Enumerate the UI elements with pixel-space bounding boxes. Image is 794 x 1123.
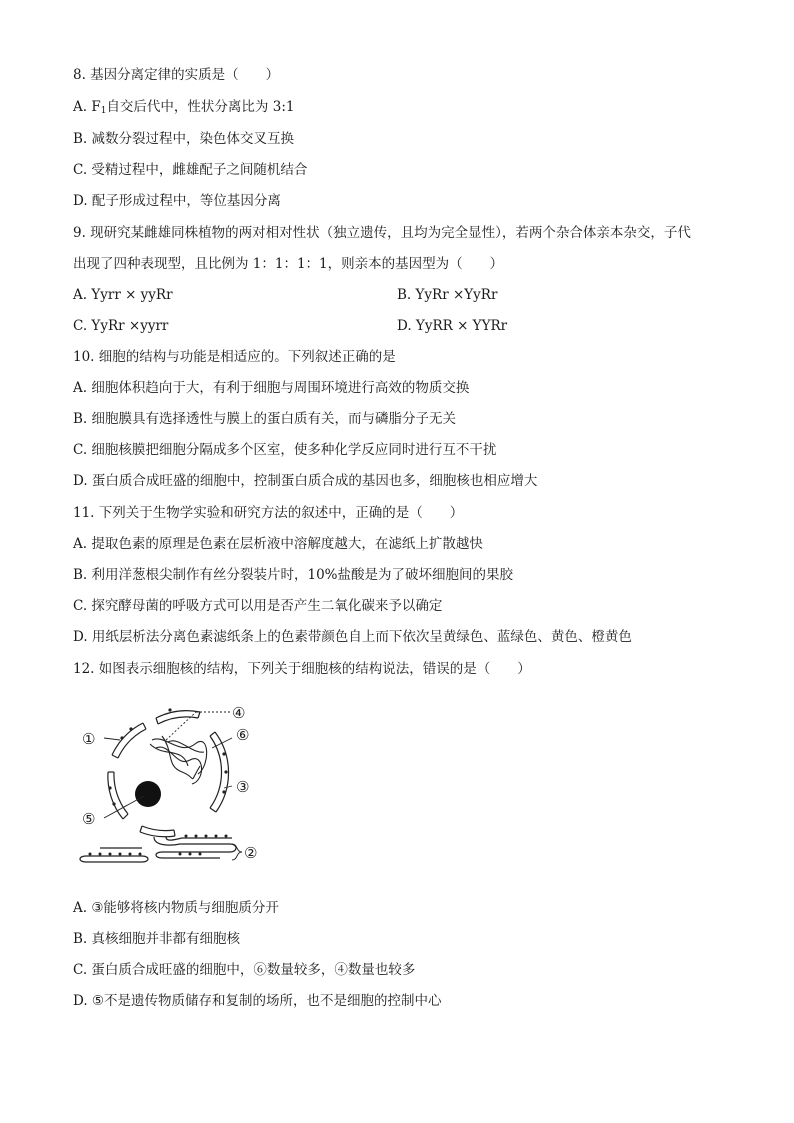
q8-option-c: C. 受精过程中，雌雄配子之间随机结合 [73, 162, 308, 178]
figure-label-5: ⑤ [82, 810, 96, 828]
q8-option-b: B. 减数分裂过程中，染色体交叉互换 [73, 131, 295, 147]
q8-option-a-prefix: A. F [73, 99, 101, 115]
q9-option-c: C. YyRr ×yyrr [73, 318, 169, 334]
endoplasmic-reticulum [80, 837, 236, 862]
figure-label-1: ① [82, 730, 96, 748]
q12-option-d: D. ⑤不是遗传物质储存和复制的场所，也不是细胞的控制中心 [73, 993, 442, 1009]
q10-stem: 10. 细胞的结构与功能是相适应的。下列叙述正确的是 [73, 349, 396, 365]
q12-option-a: A. ③能够将核内物质与细胞质分开 [73, 900, 279, 916]
ribosomes [108, 708, 227, 805]
q9-option-b: B. YyRr ×YyRr [397, 287, 498, 303]
q8-stem: 8. 基因分离定律的实质是（ ） [73, 67, 280, 83]
q11-option-c: C. 探究酵母菌的呼吸方式可以用是否产生二氧化碳来予以确定 [73, 598, 443, 614]
q9-option-d: D. YyRR × YYRr [397, 318, 508, 334]
q9-option-a: A. Yyrr × yyRr [73, 287, 173, 303]
q8-option-a-subscript: 1 [100, 106, 107, 116]
q10-option-a: A. 细胞体积趋向于大，有利于细胞与周围环境进行高效的物质交换 [73, 380, 470, 396]
q12-stem: 12. 如图表示细胞核的结构，下列关于细胞核的结构说法，错误的是（ ） [73, 661, 531, 677]
q8-option-a-text: 自交后代中，性状分离比为 3:1 [106, 99, 295, 115]
q11-option-b: B. 利用洋葱根尖制作有丝分裂装片时，10%盐酸是为了破坏细胞间的果胶 [73, 567, 514, 583]
q10-option-c: C. 细胞核膜把细胞分隔成多个区室，使多种化学反应同时进行互不干扰 [73, 442, 497, 458]
chromatin [150, 736, 207, 784]
nuclear-envelope [108, 711, 229, 837]
q9-stem-line2: 出现了四种表现型，且比例为 1：1：1：1，则亲本的基因型为（ ） [73, 256, 504, 272]
q11-option-d: D. 用纸层析法分离色素滤纸条上的色素带颜色自上而下依次呈黄绿色、蓝绿色、黄色、橙黄色 [73, 629, 632, 645]
q12-option-b: B. 真核细胞并非都有细胞核 [73, 931, 241, 947]
q10-option-d: D. 蛋白质合成旺盛的细胞中，控制蛋白质合成的基因也多，细胞核也相应增大 [73, 473, 538, 489]
q11-stem: 11. 下列关于生物学实验和研究方法的叙述中，正确的是（ ） [73, 505, 464, 521]
nucleus-structure-figure [70, 696, 270, 876]
q10-option-b: B. 细胞膜具有选择透性与膜上的蛋白质有关，而与磷脂分子无关 [73, 411, 457, 427]
figure-label-6: ⑥ [236, 726, 250, 744]
q8-option-d: D. 配子形成过程中，等位基因分离 [73, 193, 281, 209]
figure-label-4: ④ [232, 704, 246, 722]
nucleolus [135, 781, 161, 807]
q8-option-a [73, 98, 294, 120]
figure-label-3: ③ [236, 778, 250, 796]
figure-label-2: ② [244, 844, 258, 862]
q11-option-a: A. 提取色素的原理是色素在层析液中溶解度越大，在滤纸上扩散越快 [73, 536, 483, 552]
q9-stem-line1: 9. 现研究某雌雄同株植物的两对相对性状（独立遗传，且均为完全显性），若两个杂合体亲本杂交，子代 [73, 225, 691, 241]
q12-option-c: C. 蛋白质合成旺盛的细胞中，⑥数量较多，④数量也较多 [73, 962, 416, 978]
